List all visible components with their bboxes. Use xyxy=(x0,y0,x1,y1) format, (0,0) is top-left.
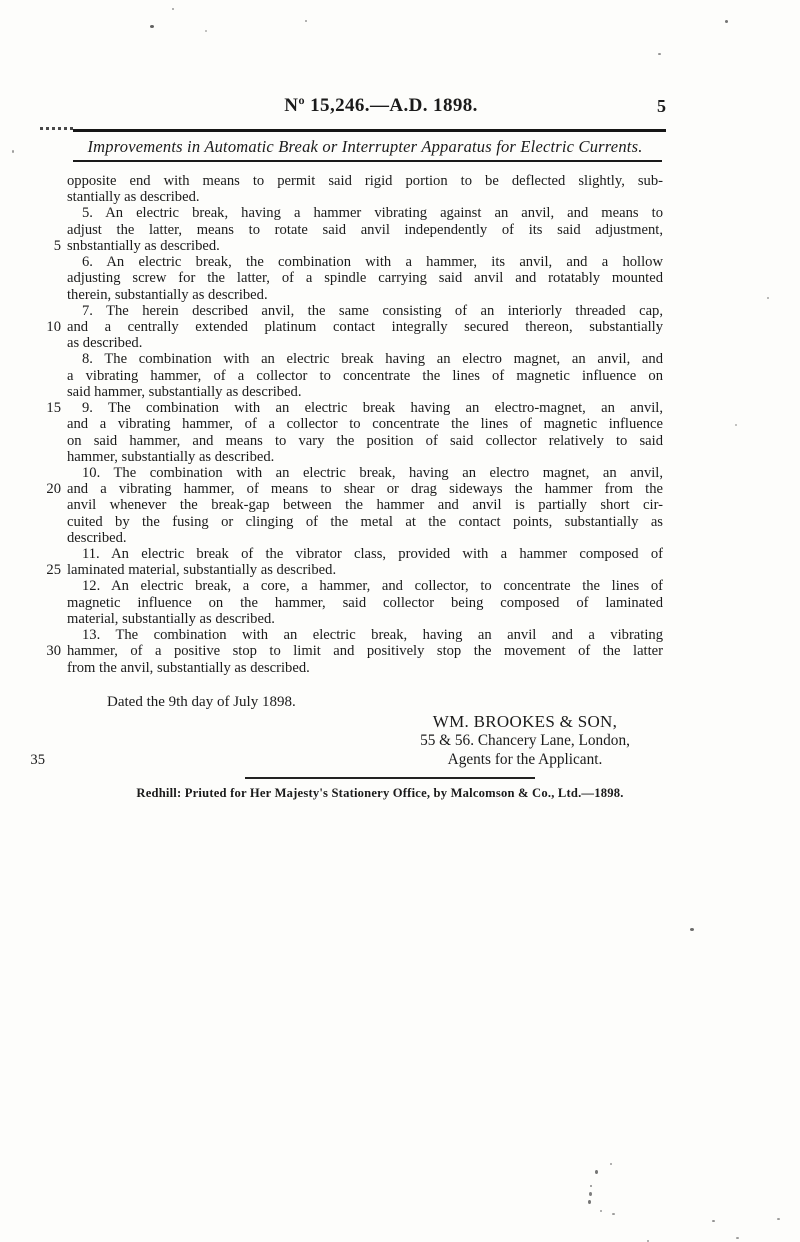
body-line-text: opposite end with means to permit said rigid portion to be deflected slightly, sub- xyxy=(67,173,663,189)
body-line-text: laminated material, substantially as described. xyxy=(67,562,337,579)
body-line-text: said hammer, substantially as described. xyxy=(67,383,302,400)
dust-speck xyxy=(690,928,694,931)
body-line-text: on said hammer, and means to vary the position of said collector relatively to said xyxy=(67,432,663,449)
title-rule xyxy=(73,160,662,162)
dust-speck xyxy=(767,297,769,299)
body-line xyxy=(46,400,663,417)
body-line xyxy=(67,514,663,530)
body-line xyxy=(67,205,663,221)
body-line-text: 11. An electric break of the vibrator class, provided with a hammer composed of xyxy=(82,546,663,563)
body-line xyxy=(46,643,663,660)
body-line-text: 12. An electric break, a core, a hammer, and collector, to concentrate the lines of xyxy=(82,578,663,595)
dust-speck xyxy=(12,150,14,153)
dust-speck xyxy=(172,8,174,10)
body-line xyxy=(53,237,663,254)
margin-line-number: 5 xyxy=(53,237,61,254)
body-line-text: magnetic influence on the hammer, said collector being composed of laminated xyxy=(67,594,663,611)
dust-speck xyxy=(712,1220,715,1222)
dust-speck xyxy=(735,424,737,426)
page-number: 5 xyxy=(657,96,666,116)
dust-speck xyxy=(589,1192,592,1196)
body-line-text: and a vibrating hammer, of means to shear or drag sideways the hammer from the xyxy=(67,481,663,498)
body-line xyxy=(67,497,663,513)
body-line-text: anvil whenever the break-gap between the hammer and anvil is partially short cir- xyxy=(67,497,663,514)
margin-line-number: 15 xyxy=(46,400,61,417)
body-line xyxy=(67,368,663,384)
body-line-text: from the anvil, substantially as described. xyxy=(67,659,310,676)
dust-speck xyxy=(658,53,661,55)
body-line xyxy=(67,595,663,611)
dust-speck xyxy=(205,30,207,32)
body-line xyxy=(46,481,663,498)
body-line xyxy=(67,465,663,481)
body-line-text: cuited by the fusing or clinging of the metal at the contact points, substantially as xyxy=(67,513,663,530)
body-line-text: 10. The combination with an electric break, having an electro magnet, an anvil, xyxy=(82,464,663,481)
body-line xyxy=(67,254,663,270)
body-line-text: 13. The combination with an electric break, having an anvil and a vibrating xyxy=(82,627,663,644)
body-line-text: 5. An electric break, having a hammer vibrating against an anvil, and means to xyxy=(82,205,663,222)
body-line-text: hammer, of a positive stop to limit and positively stop the movement of the latter xyxy=(67,643,663,660)
margin-line-number: 25 xyxy=(46,562,61,579)
body-line-text: described. xyxy=(67,529,127,546)
body-line xyxy=(67,611,663,627)
dust-speck xyxy=(610,1163,612,1165)
body-line xyxy=(67,530,663,546)
body-line-text: hammer, substantially as described. xyxy=(67,448,275,465)
body-line-text: 6. An electric break, the combination with a hammer, its anvil, and a hollow xyxy=(82,254,663,271)
body-line xyxy=(67,433,663,449)
body-line xyxy=(67,270,663,286)
body-line-text: therein, substantially as described. xyxy=(67,286,268,303)
body-line-text: and a vibrating hammer, of a collector to concentrate the lines of magnetic influence xyxy=(67,416,663,433)
body-line xyxy=(67,222,663,238)
dust-speck xyxy=(590,1185,592,1187)
margin-line-number-35: 35 xyxy=(30,752,45,768)
body-line-text: material, substantially as described. xyxy=(67,610,275,627)
agent-name: WM. BROOKES & SON, xyxy=(432,712,618,731)
body-line-text: 9. The combination with an electric break having an electro-magnet, an anvil, xyxy=(82,400,663,417)
body-line xyxy=(67,173,663,189)
imprint-separator-rule xyxy=(245,777,535,779)
printer-imprint: Redhill: Priuted for Her Majesty's Stationery Office, by Malcomson & Co., Ltd.—1898. xyxy=(136,786,624,800)
body-line-text: a vibrating hammer, of a collector to concentrate the lines of magnetic influence on xyxy=(67,367,663,384)
dust-speck xyxy=(612,1213,615,1215)
document-title: Improvements in Automatic Break or Interrupter Apparatus for Electric Currents. xyxy=(87,137,643,156)
rule-lead-ink-mark xyxy=(40,127,73,130)
dust-speck xyxy=(600,1210,602,1212)
body-line-text: stantially as described. xyxy=(67,189,200,206)
body-line-text: snbstantially as described. xyxy=(67,237,220,254)
dust-speck xyxy=(736,1237,739,1239)
body-line xyxy=(67,351,663,367)
dust-speck xyxy=(777,1218,780,1220)
dust-speck xyxy=(150,25,154,28)
body-line xyxy=(67,287,663,303)
body-line xyxy=(67,416,663,432)
body-line xyxy=(67,384,663,400)
agent-address: 55 & 56. Chancery Lane, London, xyxy=(420,732,630,749)
body-line-text: and a centrally extended platinum contact integrally secured thereon, substantially xyxy=(67,318,663,335)
body-line xyxy=(67,627,663,643)
body-line xyxy=(67,303,663,319)
dated-line: Dated the 9th day of July 1898. xyxy=(107,694,296,710)
dust-speck xyxy=(595,1170,598,1174)
header-rule xyxy=(73,129,666,132)
body-line xyxy=(46,318,663,335)
body-line-text: adjust the latter, means to rotate said anvil independently of its said adjustment, xyxy=(67,221,663,238)
margin-line-number: 30 xyxy=(46,643,61,660)
margin-line-number: 20 xyxy=(46,481,61,498)
body-line xyxy=(67,335,663,351)
claims-text-block xyxy=(46,173,663,676)
body-line xyxy=(46,562,663,579)
body-line xyxy=(67,449,663,465)
body-line-text: adjusting screw for the latter, of a spindle carrying said anvil and rotatably mounted xyxy=(67,270,663,287)
patent-number-heading: Nº 15,246.—A.D. 1898. xyxy=(284,95,478,116)
body-line-text: as described. xyxy=(67,335,143,352)
margin-line-number: 10 xyxy=(46,318,61,335)
dust-speck xyxy=(588,1200,591,1204)
body-line xyxy=(67,578,663,594)
body-line-text: 8. The combination with an electric break having an electro magnet, an anvil, and xyxy=(82,351,663,368)
dust-speck xyxy=(305,20,307,22)
dust-speck xyxy=(725,20,728,23)
signature-block xyxy=(394,712,656,769)
body-line xyxy=(67,660,663,676)
agent-role: Agents for the Applicant. xyxy=(447,750,603,768)
body-line-text: 7. The herein described anvil, the same consisting of an interiorly threaded cap, xyxy=(82,302,663,319)
body-line xyxy=(67,189,663,205)
body-line xyxy=(67,546,663,562)
